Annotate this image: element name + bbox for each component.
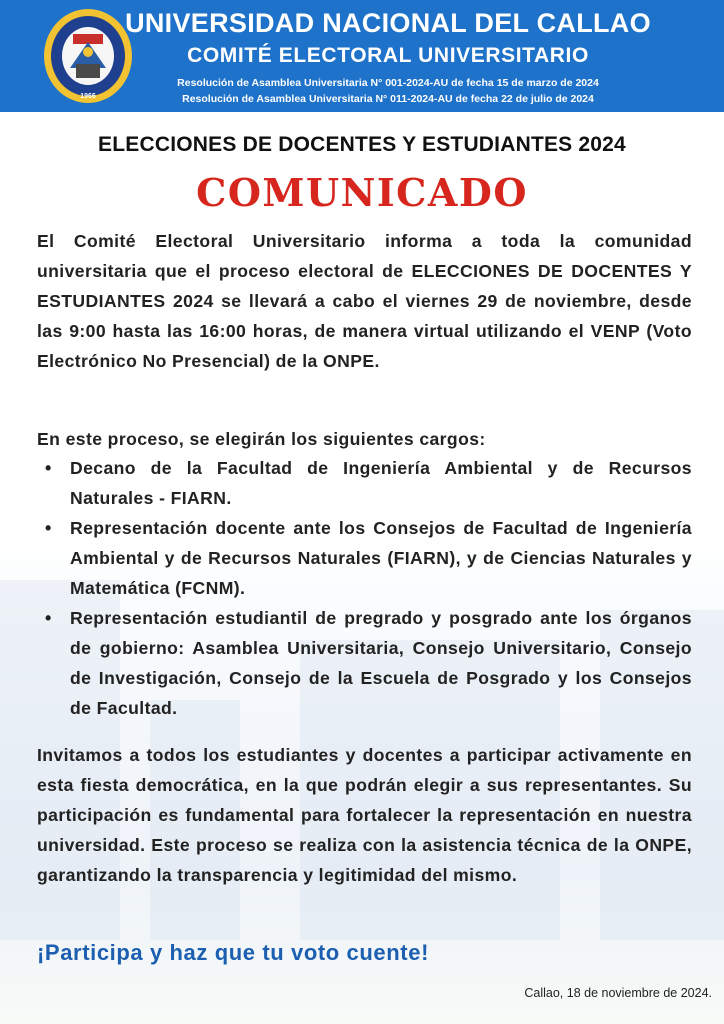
list-item: • Representación docente ante los Consejos de Facultad de Ingeniería Ambiental y de Recursos Naturales (FIARN), y de Ciencias Naturales y Matemática (FCNM). (37, 513, 692, 603)
comunicado-heading: COMUNICADO (196, 170, 528, 215)
date-line: Callao, 18 de noviembre de 2024. (524, 986, 712, 1000)
list-item: • Representación estudiantil de pregrado y posgrado ante los órganos de gobierno: Asamblea Universitaria, Consejo Universitario, Consejo de Investigación, Consejo de la Escuela de Posgrado y los Consejos de Facultad. (37, 603, 692, 723)
bullet-icon: • (45, 458, 52, 478)
elections-title: ELECCIONES DE DOCENTES Y ESTUDIANTES 2024 (98, 133, 626, 156)
invitation-paragraph: Invitamos a todos los estudiantes y docentes a participar activamente en esta fiesta democrática, en la que podrán elegir a sus representantes. Su participación es fundamental para fortalecer la representación en nuestra universidad. Este proceso se realiza con la asistencia técnica de la ONPE, garantizando la transparencia y legitimidad del mismo. (37, 745, 692, 885)
committee-name: COMITÉ ELECTORAL UNIVERSITARIO (187, 44, 589, 67)
positions-list (37, 453, 692, 723)
call-to-action: ¡Participa y haz que tu voto cuente! (37, 940, 429, 965)
bullet-icon: • (45, 608, 52, 628)
university-name: UNIVERSIDAD NACIONAL DEL CALLAO (125, 8, 651, 38)
intro-paragraph: El Comité Electoral Universitario informa a toda la comunidad universitaria que el proceso electoral de ELECCIONES DE DOCENTES Y ESTUDIANTES 2024 se llevará a cabo el viernes 29 de noviembre, desde las 9:00 hasta las 16:00 horas, de manera virtual utilizando el VENP (Voto Electrónico No Presencial) de la ONPE. (37, 231, 692, 371)
resolution-line-1: Resolución de Asamblea Universitaria N° 001-2024-AU de fecha 15 de marzo de 2024 (177, 77, 599, 89)
resolution-line-2: Resolución de Asamblea Universitaria N° 011-2024-AU de fecha 22 de julio de 2024 (182, 93, 594, 105)
bullet-icon: • (45, 518, 52, 538)
list-item: • Decano de la Facultad de Ingeniería Ambiental y de Recursos Naturales - FIARN. (37, 453, 692, 513)
positions-intro: En este proceso, se elegirán los siguientes cargos: (37, 429, 486, 449)
seal-year: 1966 (80, 93, 96, 100)
